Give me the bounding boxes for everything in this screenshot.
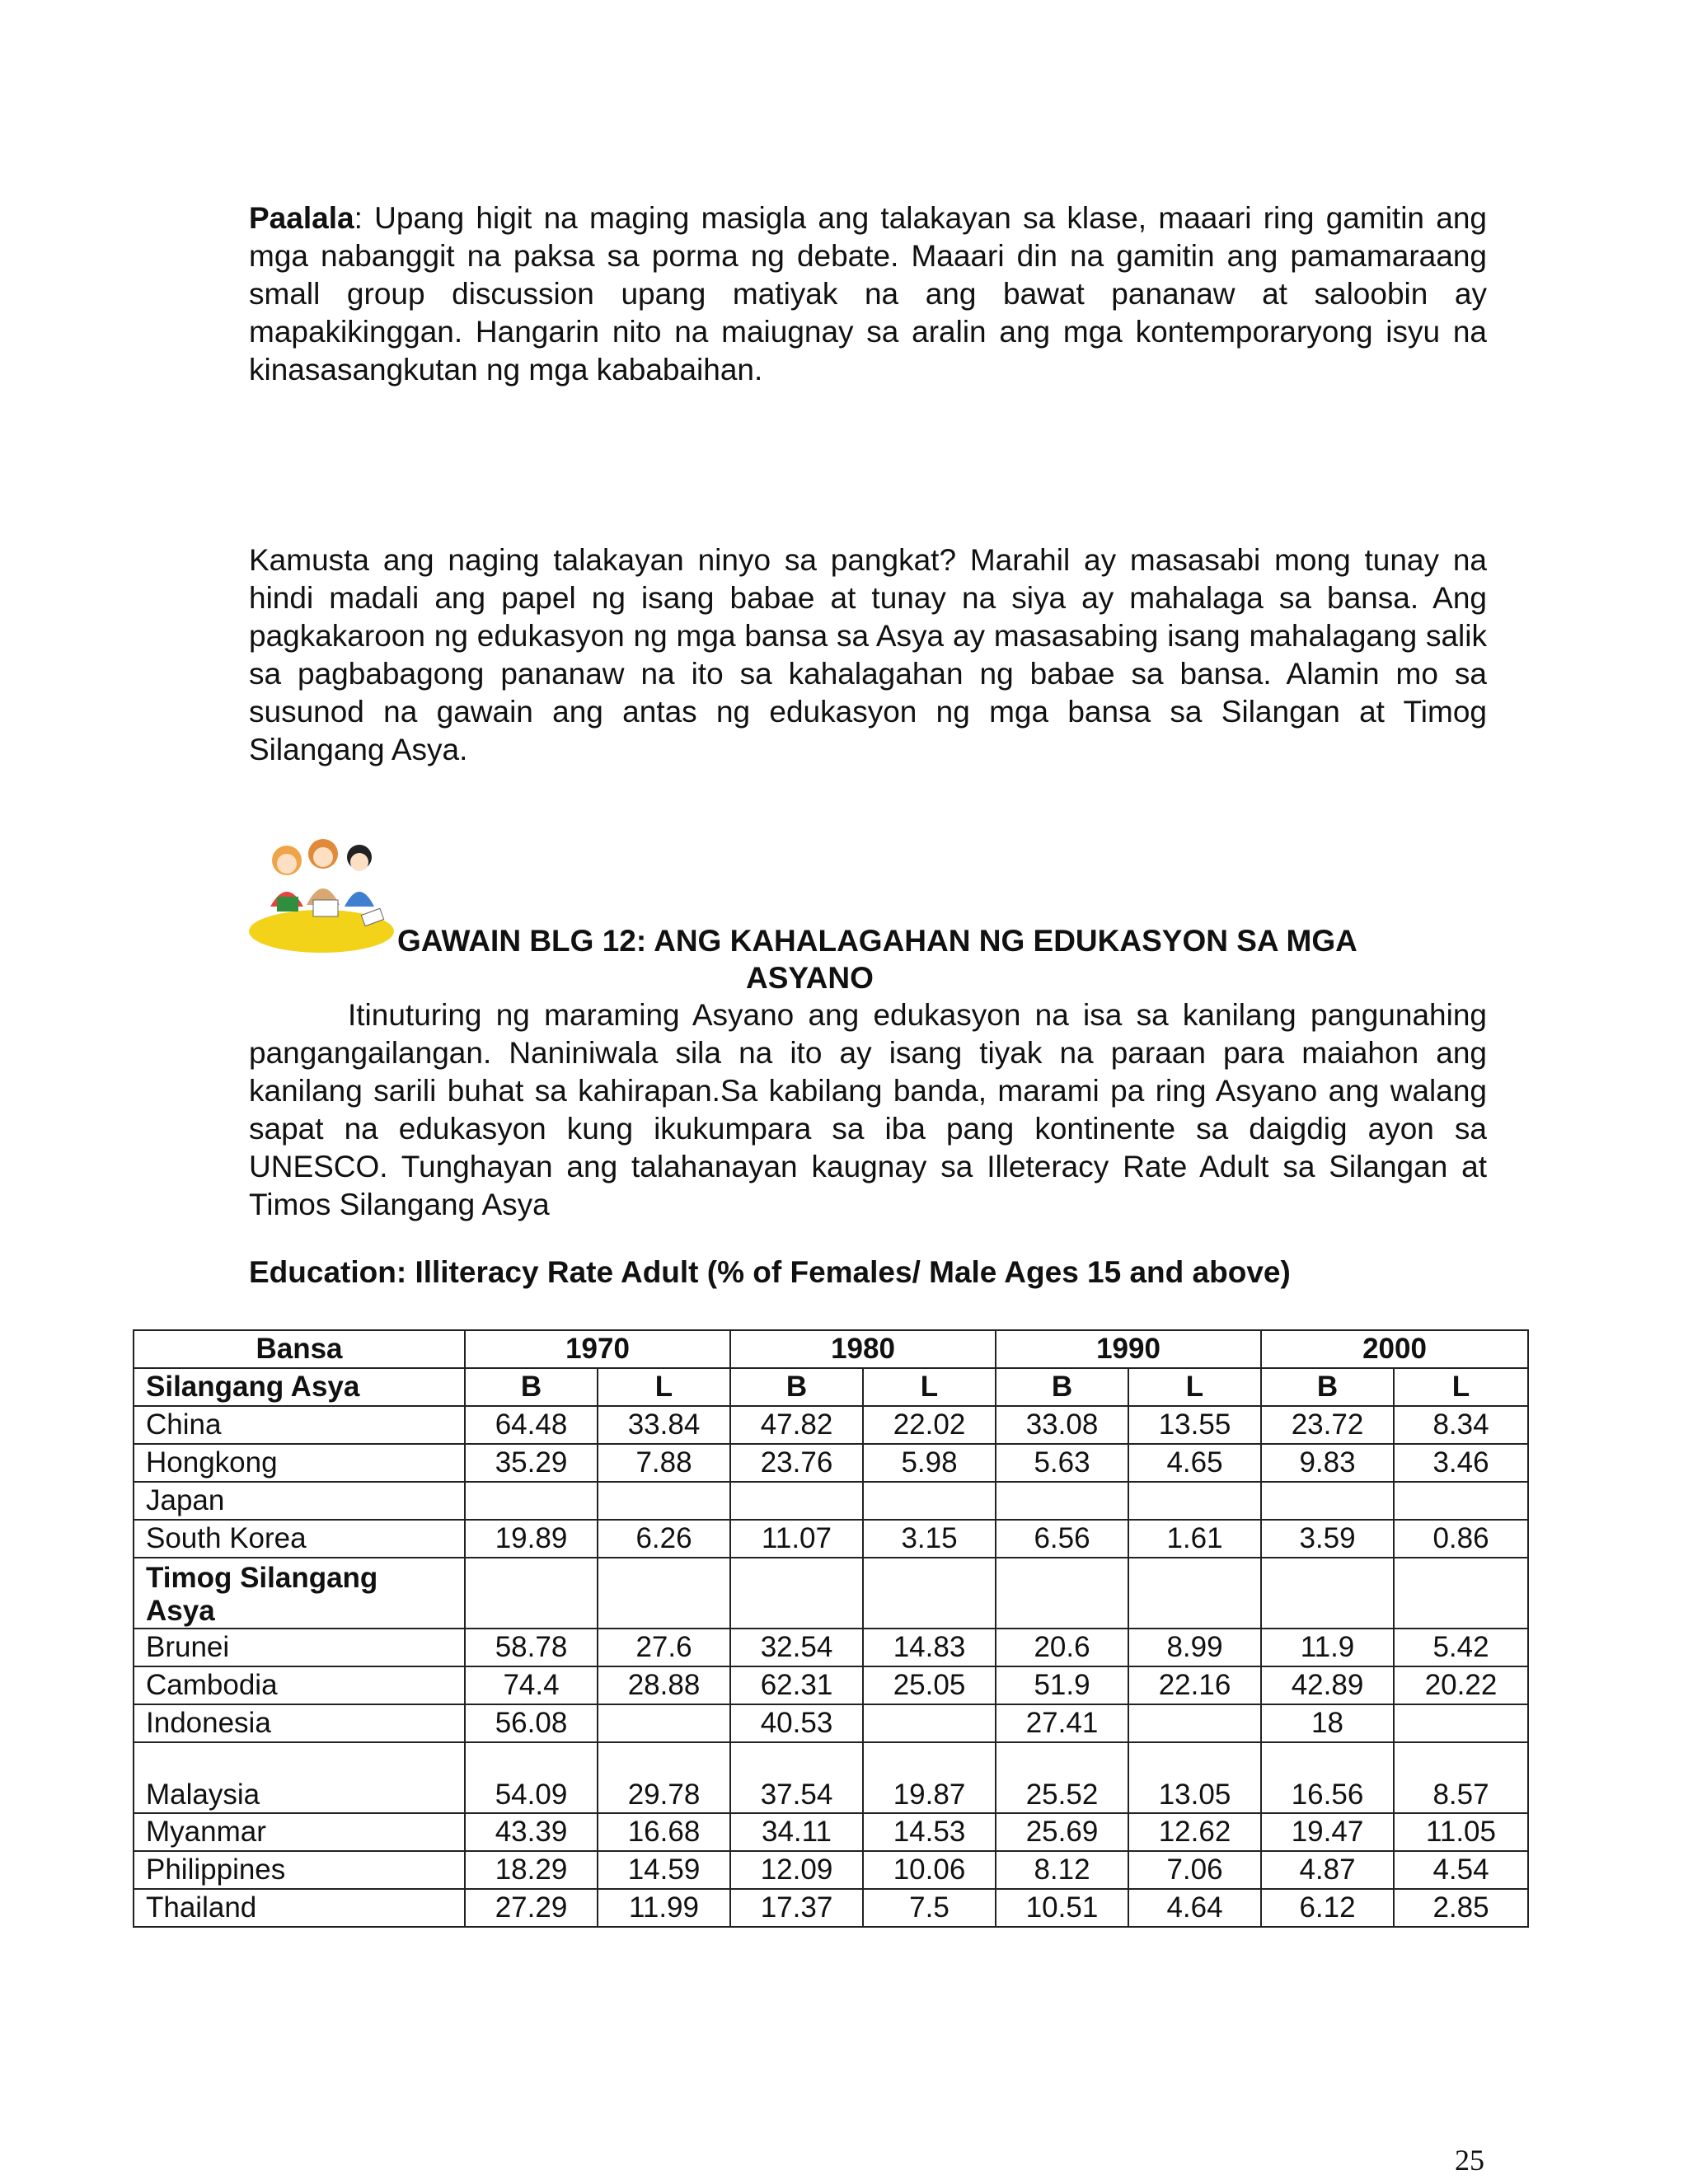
table-cell: 11.99 (598, 1889, 730, 1927)
students-reading-illustration (247, 826, 396, 958)
table-cell: 3.46 (1394, 1444, 1528, 1482)
table-cell: 6.26 (598, 1520, 730, 1558)
year-header-row (134, 1330, 1528, 1368)
table-cell: 35.29 (465, 1444, 598, 1482)
table-cell: 12.09 (730, 1851, 863, 1889)
subheader-b: B (730, 1368, 863, 1406)
table-cell: 37.54 (730, 1742, 863, 1813)
table-cell: 27.6 (598, 1629, 730, 1666)
table-cell: 27.29 (465, 1889, 598, 1927)
table-cell (730, 1558, 863, 1629)
table-cell (1394, 1704, 1528, 1742)
table-cell: 47.82 (730, 1406, 863, 1444)
page-number: 25 (1455, 2144, 1484, 2177)
table-cell: 6.12 (1261, 1889, 1394, 1927)
subheader-b: B (465, 1368, 598, 1406)
country-name: China (134, 1406, 465, 1444)
subheader-l: L (1394, 1368, 1528, 1406)
table-cell: 8.57 (1394, 1742, 1528, 1813)
table-cell (1261, 1482, 1394, 1520)
region-row (134, 1558, 1528, 1629)
table-row (134, 1813, 1528, 1851)
table-row (134, 1889, 1528, 1927)
table-cell: 16.68 (598, 1813, 730, 1851)
table-cell: 4.64 (1128, 1889, 1261, 1927)
table-cell: 22.02 (863, 1406, 996, 1444)
table-cell: 8.12 (996, 1851, 1128, 1889)
table-cell: 25.05 (863, 1666, 996, 1704)
table-title: Education: Illiteracy Rate Adult (% of Females/ Male Ages 15 and above) (249, 1255, 1291, 1289)
table-cell: 3.15 (863, 1520, 996, 1558)
country-name: Malaysia (134, 1742, 465, 1813)
table-cell: 2.85 (1394, 1889, 1528, 1927)
table-cell: 10.51 (996, 1889, 1128, 1927)
region-east-asia: Silangang Asya (134, 1368, 465, 1406)
table-cell: 13.05 (1128, 1742, 1261, 1813)
subheader-l: L (1128, 1368, 1261, 1406)
table-cell (863, 1558, 996, 1629)
subheader-l: L (863, 1368, 996, 1406)
country-name: Thailand (134, 1889, 465, 1927)
table-cell: 6.56 (996, 1520, 1128, 1558)
discussion-paragraph: Kamusta ang naging talakayan ninyo sa pangkat? Marahil ay masasabi mong tunay na hindi madali ang papel ng isang babae at tunay na siya ay mahalaga sa bansa. Ang pagkakaroon ng edukasyon ng mga bansa sa Asya ay masasabing isang mahalagang salik sa pagbabagong pananaw na ito sa kahalagahan ng babae sa bansa. Alamin mo sa susunod na gawain ang antas ng edukasyon ng mga bansa sa Silangan at Timog Silangang Asya. (249, 543, 1487, 766)
table-cell (1128, 1704, 1261, 1742)
table-cell (863, 1482, 996, 1520)
table-cell: 11.07 (730, 1520, 863, 1558)
table-cell (598, 1704, 730, 1742)
table-cell: 56.08 (465, 1704, 598, 1742)
country-name: Philippines (134, 1851, 465, 1889)
table-cell: 22.16 (1128, 1666, 1261, 1704)
country-header: Bansa (134, 1330, 465, 1368)
table-cell: 8.99 (1128, 1629, 1261, 1666)
table-cell: 5.42 (1394, 1629, 1528, 1666)
table-cell: 43.39 (465, 1813, 598, 1851)
subheader-l: L (598, 1368, 730, 1406)
table-cell: 17.37 (730, 1889, 863, 1927)
table-cell: 3.59 (1261, 1520, 1394, 1558)
table-cell: 42.89 (1261, 1666, 1394, 1704)
table-cell: 28.88 (598, 1666, 730, 1704)
table-cell: 29.78 (598, 1742, 730, 1813)
table-cell: 11.05 (1394, 1813, 1528, 1851)
year-header-2000: 2000 (1261, 1330, 1528, 1368)
table-cell (465, 1558, 598, 1629)
table-cell: 5.63 (996, 1444, 1128, 1482)
table-cell (1394, 1482, 1528, 1520)
table-cell: 34.11 (730, 1813, 863, 1851)
table-cell: 74.4 (465, 1666, 598, 1704)
table-cell: 14.53 (863, 1813, 996, 1851)
country-name: Japan (134, 1482, 465, 1520)
subheader-b: B (1261, 1368, 1394, 1406)
table-cell: 7.5 (863, 1889, 996, 1927)
table-cell: 19.47 (1261, 1813, 1394, 1851)
note-paragraph (249, 199, 1487, 389)
table-cell: 7.06 (1128, 1851, 1261, 1889)
student-left (270, 846, 303, 912)
table-cell: 33.08 (996, 1406, 1128, 1444)
table-cell: 18.29 (465, 1851, 598, 1889)
activity-title-line1: GAWAIN BLG 12: ANG KAHALAGAHAN NG EDUKASYON SA MGA (397, 924, 1357, 958)
table-cell: 9.83 (1261, 1444, 1394, 1482)
table-cell: 4.54 (1394, 1851, 1528, 1889)
country-name: Brunei (134, 1629, 465, 1666)
table-cell: 10.06 (863, 1851, 996, 1889)
table-cell (1261, 1558, 1394, 1629)
table-cell: 5.98 (863, 1444, 996, 1482)
table-row (134, 1629, 1528, 1666)
table-cell: 14.83 (863, 1629, 996, 1666)
table-cell: 11.9 (1261, 1629, 1394, 1666)
table-cell: 33.84 (598, 1406, 730, 1444)
table-cell (598, 1558, 730, 1629)
table-cell: 19.87 (863, 1742, 996, 1813)
table-cell (598, 1482, 730, 1520)
table-row (134, 1406, 1528, 1444)
table-cell: 14.59 (598, 1851, 730, 1889)
table-cell: 58.78 (465, 1629, 598, 1666)
table-cell: 12.62 (1128, 1813, 1261, 1851)
illiteracy-table (133, 1329, 1529, 1928)
subheader-b: B (996, 1368, 1128, 1406)
note-text: : Upang higit na maging masigla ang talakayan sa klase, maaari ring gamitin ang mga nabanggit na paksa sa porma ng debate. Maaari din na gamitin ang pamamaraang small group discussion upang matiyak na ang bawat pananaw at saloobin ay mapakikinggan. Hangarin nito na maiugnay sa aralin ang mga kontemporaryong isyu na kinasasangkutan ng mga kababaihan. (249, 201, 1487, 387)
table-cell: 25.69 (996, 1813, 1128, 1851)
note-label: Paalala (249, 201, 354, 235)
table-cell: 27.41 (996, 1704, 1128, 1742)
table-cell (1128, 1482, 1261, 1520)
table-cell (996, 1558, 1128, 1629)
year-header-1980: 1980 (730, 1330, 996, 1368)
table-row (134, 1851, 1528, 1889)
table-cell: 54.09 (465, 1742, 598, 1813)
table-row (134, 1482, 1528, 1520)
table-cell: 19.89 (465, 1520, 598, 1558)
table-cell: 23.76 (730, 1444, 863, 1482)
table-cell (465, 1482, 598, 1520)
country-name: South Korea (134, 1520, 465, 1558)
year-header-1970: 1970 (465, 1330, 730, 1368)
table-cell: 40.53 (730, 1704, 863, 1742)
table-cell: 18 (1261, 1704, 1394, 1742)
country-name: Hongkong (134, 1444, 465, 1482)
table-row (134, 1704, 1528, 1742)
country-name: Indonesia (134, 1704, 465, 1742)
country-name: Myanmar (134, 1813, 465, 1851)
table-cell (863, 1704, 996, 1742)
student-middle (307, 839, 340, 916)
table-cell: 0.86 (1394, 1520, 1528, 1558)
activity-title-line2: ASYANO (746, 961, 874, 995)
table-cell (996, 1482, 1128, 1520)
table-cell (1394, 1558, 1528, 1629)
table-cell: 32.54 (730, 1629, 863, 1666)
table-row (134, 1444, 1528, 1482)
table-cell: 51.9 (996, 1666, 1128, 1704)
table-cell (1128, 1558, 1261, 1629)
table-row (134, 1666, 1528, 1704)
region-southeast-asia: Timog Silangang Asya (134, 1558, 465, 1629)
table-cell: 23.72 (1261, 1406, 1394, 1444)
subheader-row (134, 1368, 1528, 1406)
table-cell: 7.88 (598, 1444, 730, 1482)
intro-paragraph: Itinuturing ng maraming Asyano ang edukasyon na isa sa kanilang pangunahing pangangailangan. Naniniwala sila na ito ay isang tiyak na paraan para maiahon ang kanilang sarili buhat sa kahirapan.Sa kabilang banda, marami pa ring Asyano ang walang sapat na edukasyon kung ikukumpara sa iba pang kontinente sa daigdig ayon sa UNESCO. Tunghayan ang talahanayan kaugnay sa Illeteracy Rate Adult sa Silangan at Timos Silangang Asya (249, 998, 1487, 1221)
table-cell: 20.6 (996, 1629, 1128, 1666)
table-cell: 62.31 (730, 1666, 863, 1704)
table-cell: 25.52 (996, 1742, 1128, 1813)
table-cell: 13.55 (1128, 1406, 1261, 1444)
table-cell: 20.22 (1394, 1666, 1528, 1704)
table-cell: 16.56 (1261, 1742, 1394, 1813)
table-cell (730, 1482, 863, 1520)
year-header-1990: 1990 (996, 1330, 1261, 1368)
table-cell: 4.87 (1261, 1851, 1394, 1889)
country-name: Cambodia (134, 1666, 465, 1704)
table-row (134, 1742, 1528, 1813)
table-cell: 8.34 (1394, 1406, 1528, 1444)
table-cell: 4.65 (1128, 1444, 1261, 1482)
table-cell: 1.61 (1128, 1520, 1261, 1558)
table-row (134, 1520, 1528, 1558)
table-cell: 64.48 (465, 1406, 598, 1444)
